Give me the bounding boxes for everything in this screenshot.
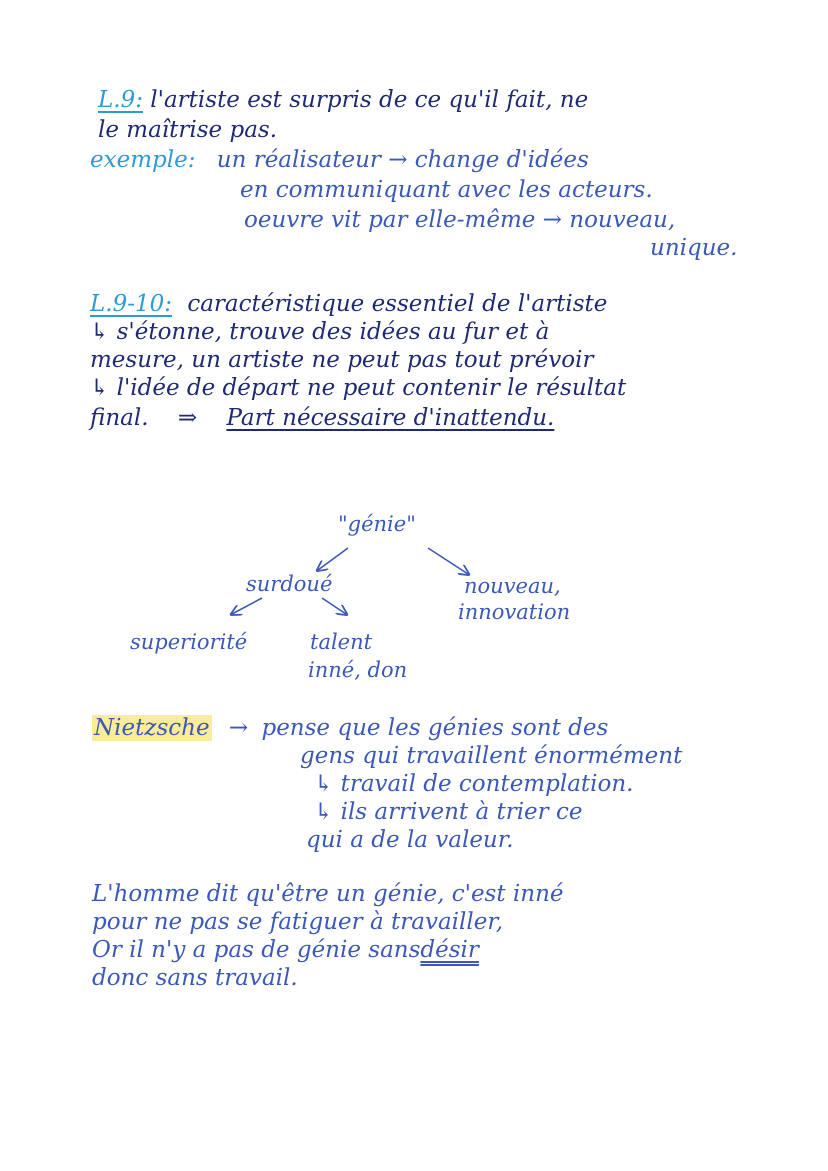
sec4-desir: désir [420, 937, 479, 963]
sec2-text3: mesure, un artiste ne peut pas tout prévoir [90, 347, 594, 373]
sec2-implies-arrow: ⇒ [177, 405, 198, 431]
sec1-example-line [90, 146, 589, 174]
sec1-text2: le maîtrise pas. [98, 117, 278, 143]
sec1-line1 [98, 86, 588, 114]
sec3-line1 [92, 714, 608, 742]
diagram-right-1: nouveau, [464, 574, 561, 598]
nietzsche-arrow: → [228, 715, 249, 741]
sec2-conclusion: Part nécessaire d'inattendu. [226, 405, 555, 431]
sec2-text1: caractéristique essentiel de l'artiste [187, 291, 608, 317]
arrow-mid-leaf [322, 598, 346, 614]
sec4-text3: Or il n'y a pas de génie sans [92, 937, 421, 963]
nietzsche-text4: ↳ ils arrivent à trier ce [314, 799, 583, 825]
sec1-text1: l'artiste est surpris de ce qu'il fait, ne [150, 87, 589, 113]
sec4-line3 [92, 936, 479, 964]
sec4-text4: donc sans travail. [92, 965, 298, 991]
example-label: exemple: [90, 147, 196, 173]
example-text3: oeuvre vit par elle-même → nouveau, [244, 207, 676, 233]
sec4-text1: L'homme dit qu'être un génie, c'est inné [92, 881, 564, 907]
nietzsche-text2: gens qui travaillent énormément [300, 743, 683, 769]
diagram-left: surdoué [246, 572, 333, 596]
arrow-root-left [318, 548, 348, 570]
arrow-left-leaf [232, 598, 262, 614]
sec2-text2: ↳ s'étonne, trouve des idées au fur et à [90, 319, 550, 345]
sec2-final: final. [90, 405, 149, 431]
diagram-root: "génie" [338, 512, 416, 536]
example-text4: unique. [650, 235, 738, 261]
diagram-right-2: innovation [458, 600, 571, 624]
sec2-ref: L.9-10: [90, 291, 173, 317]
example-text2: en communiquant avec les acteurs. [240, 177, 653, 203]
nietzsche-text1: pense que les génies sont des [261, 715, 609, 741]
nietzsche-name: Nietzsche [94, 715, 210, 741]
example-text1: un réalisateur → change d'idées [216, 147, 589, 173]
nietzsche-text5: qui a de la valeur. [306, 827, 514, 853]
sec2-line5 [90, 404, 554, 432]
diagram-leaf-mid-1: talent [310, 630, 373, 654]
arrow-root-right [428, 548, 468, 574]
sec4-text2: pour ne pas se fatiguer à travailler, [92, 909, 504, 935]
nietzsche-text3: ↳ travail de contemplation. [314, 771, 634, 797]
sec1-ref: L.9: [98, 87, 143, 113]
sec2-text4: ↳ l'idée de départ ne peut contenir le résultat [90, 375, 627, 401]
diagram-leaf-left: superiorité [130, 630, 248, 654]
sec2-line1 [90, 290, 607, 318]
diagram-leaf-mid-2: inné, don [308, 658, 408, 682]
